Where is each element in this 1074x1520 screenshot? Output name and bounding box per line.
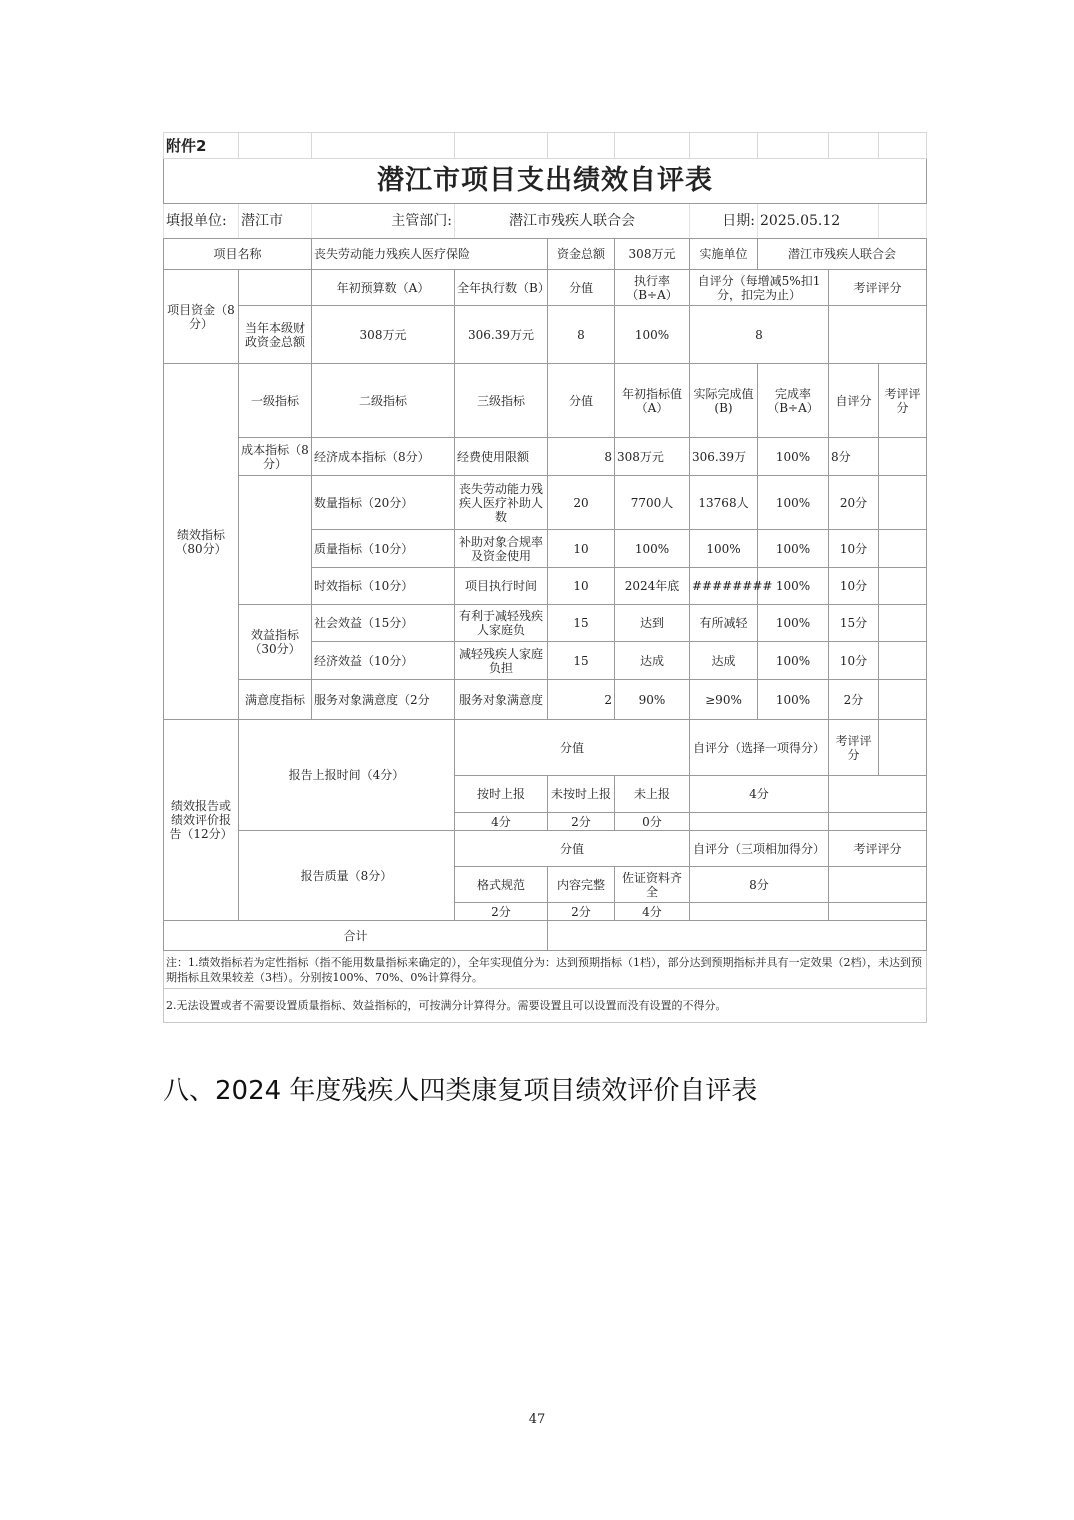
eco-score: 15 <box>548 642 615 680</box>
funds-row-label: 当年本级财政资金总额 <box>239 306 312 364</box>
sat-actual: ≥90% <box>690 680 758 720</box>
sheet-title: 潜江市项目支出绩效自评表 <box>164 159 927 204</box>
qty-score: 20 <box>548 476 615 530</box>
eco-target: 达成 <box>615 642 690 680</box>
sat-l1: 满意度指标 <box>239 680 312 720</box>
time-self: 10分 <box>829 568 879 605</box>
funds-score: 8 <box>548 306 615 364</box>
dept-value: 潜江市残疾人联合会 <box>455 204 690 239</box>
evaluation-table <box>163 132 927 1023</box>
funds-section-label: 项目资金（8分） <box>164 270 239 364</box>
funds-header-score: 分值 <box>548 270 615 306</box>
soc-self: 15分 <box>829 605 879 642</box>
funds-header-exec: 全年执行数（B） <box>455 270 548 306</box>
report-section-label: 绩效报告或绩效评价报告（12分） <box>164 720 239 921</box>
soc-l2: 社会效益（15分） <box>312 605 455 642</box>
section-heading: 八、2024 年度残疾人四类康复项目绩效评价自评表 <box>163 1076 758 1106</box>
funds-header-review: 考评评分 <box>829 270 927 306</box>
eco-rate: 100% <box>758 642 829 680</box>
qual-l3: 补助对象合规率及资金使用 <box>455 530 548 568</box>
cost-actual: 306.39万 <box>690 438 758 476</box>
time-target: 2024年底 <box>615 568 690 605</box>
time-actual: ######## <box>690 568 758 605</box>
soc-actual: 有所减轻 <box>690 605 758 642</box>
time-l2: 时效指标（10分） <box>312 568 455 605</box>
fill-unit-label: 填报单位: <box>164 204 239 239</box>
cost-rate: 100% <box>758 438 829 476</box>
benefit-l1: 效益指标（30分） <box>239 605 312 680</box>
opt-evidence: 佐证资料齐全 <box>615 867 690 903</box>
opt-none: 未上报 <box>615 776 690 813</box>
soc-score: 15 <box>548 605 615 642</box>
report-self-head-2: 自评分（三项相加得分） <box>690 831 829 867</box>
funds-rate: 100% <box>615 306 690 364</box>
funds-header-budget: 年初预算数（A） <box>312 270 455 306</box>
opt-format: 格式规范 <box>455 867 548 903</box>
opt-content: 内容完整 <box>548 867 615 903</box>
opt-late: 未按时上报 <box>548 776 615 813</box>
pts-content: 2分 <box>548 903 615 921</box>
time-l3: 项目执行时间 <box>455 568 548 605</box>
funds-self: 8 <box>690 306 829 364</box>
time-rate: 100% <box>758 568 829 605</box>
qty-l3: 丧失劳动能力残疾人医疗补助人数 <box>455 476 548 530</box>
qual-rate: 100% <box>758 530 829 568</box>
funds-budget: 308万元 <box>312 306 455 364</box>
project-name-value: 丧失劳动能力残疾人医疗保险 <box>312 239 548 270</box>
pts-evidence: 4分 <box>615 903 690 921</box>
attachment-label: 附件2 <box>164 133 239 159</box>
date-value: 2025.05.12 <box>758 204 879 239</box>
perf-header-l2: 二级指标 <box>312 364 455 438</box>
report-score-head-2: 分值 <box>455 831 690 867</box>
qual-l2: 质量指标（10分） <box>312 530 455 568</box>
cost-target: 308万元 <box>615 438 690 476</box>
perf-header-self: 自评分 <box>829 364 879 438</box>
impl-unit-label: 实施单位 <box>690 239 758 270</box>
perf-header-actual: 实际完成值(B) <box>690 364 758 438</box>
time-score: 10 <box>548 568 615 605</box>
qty-rate: 100% <box>758 476 829 530</box>
report-review-head-1: 考评评分 <box>829 720 879 776</box>
sat-l2: 服务对象满意度（2分 <box>312 680 455 720</box>
impl-unit-value: 潜江市残疾人联合会 <box>758 239 927 270</box>
page-number: 47 <box>528 1412 546 1427</box>
funds-header-rate: 执行率（B÷A） <box>615 270 690 306</box>
perf-header-l1: 一级指标 <box>239 364 312 438</box>
sat-rate: 100% <box>758 680 829 720</box>
fund-total-label: 资金总额 <box>548 239 615 270</box>
soc-l3: 有利于减轻残疾人家庭负 <box>455 605 548 642</box>
cost-l1: 成本指标（8分） <box>239 438 312 476</box>
perf-header-l3: 三级指标 <box>455 364 548 438</box>
eco-self: 10分 <box>829 642 879 680</box>
opt-ontime: 按时上报 <box>455 776 548 813</box>
date-label: 日期: <box>690 204 758 239</box>
cost-l3: 经费使用限额 <box>455 438 548 476</box>
perf-header-score: 分值 <box>548 364 615 438</box>
fund-total-value: 308万元 <box>615 239 690 270</box>
project-name-label: 项目名称 <box>164 239 312 270</box>
pts-format: 2分 <box>455 903 548 921</box>
perf-header-rate: 完成率（B÷A） <box>758 364 829 438</box>
eco-l3: 减轻残疾人家庭负担 <box>455 642 548 680</box>
soc-rate: 100% <box>758 605 829 642</box>
qual-score: 10 <box>548 530 615 568</box>
cost-self: 8分 <box>829 438 879 476</box>
eco-l2: 经济效益（10分） <box>312 642 455 680</box>
report-review-head-2: 考评评分 <box>829 831 927 867</box>
pts-ontime: 4分 <box>455 813 548 831</box>
qty-target: 7700人 <box>615 476 690 530</box>
soc-target: 达到 <box>615 605 690 642</box>
qual-self: 10分 <box>829 530 879 568</box>
self-evaluation-sheet <box>163 132 926 1023</box>
qual-target: 100% <box>615 530 690 568</box>
sat-score: 2 <box>548 680 615 720</box>
sat-target: 90% <box>615 680 690 720</box>
note-1: 注：1.绩效指标若为定性指标（指不能用数量指标来确定的），全年实现值分为：达到预期指标（1档），部分达到预期指标并具有一定效果（2档），未达到预期指标且效果较差（3档）。分别按100%、70%、0%计算得分。 <box>164 951 927 989</box>
perf-section-label: 绩效指标（80分） <box>164 364 239 720</box>
report-quality-label: 报告质量（8分） <box>239 831 455 921</box>
report-time-self: 4分 <box>690 776 829 813</box>
cost-l2: 经济成本指标（8分） <box>312 438 455 476</box>
qual-actual: 100% <box>690 530 758 568</box>
funds-exec: 306.39万元 <box>455 306 548 364</box>
qty-l2: 数量指标（20分） <box>312 476 455 530</box>
pts-late: 2分 <box>548 813 615 831</box>
pts-none: 0分 <box>615 813 690 831</box>
qty-self: 20分 <box>829 476 879 530</box>
report-quality-self: 8分 <box>690 867 829 903</box>
perf-header-review: 考评评分 <box>879 364 927 438</box>
total-label: 合计 <box>164 921 548 951</box>
report-self-head-1: 自评分（选择一项得分） <box>690 720 829 776</box>
cost-score: 8 <box>548 438 615 476</box>
sat-self: 2分 <box>829 680 879 720</box>
funds-header-self: 自评分（每增减5%扣1分，扣完为止） <box>690 270 829 306</box>
sat-l3: 服务对象满意度 <box>455 680 548 720</box>
report-score-head: 分值 <box>455 720 690 776</box>
eco-actual: 达成 <box>690 642 758 680</box>
dept-label: 主管部门: <box>312 204 455 239</box>
note-2: 2.无法设置或者不需要设置质量指标、效益指标的，可按满分计算得分。需要设置且可以设置而没有设置的不得分。 <box>164 989 927 1023</box>
fill-unit-value: 潜江市 <box>239 204 312 239</box>
report-time-label: 报告上报时间（4分） <box>239 720 455 831</box>
perf-header-target: 年初指标值（A） <box>615 364 690 438</box>
qty-actual: 13768人 <box>690 476 758 530</box>
